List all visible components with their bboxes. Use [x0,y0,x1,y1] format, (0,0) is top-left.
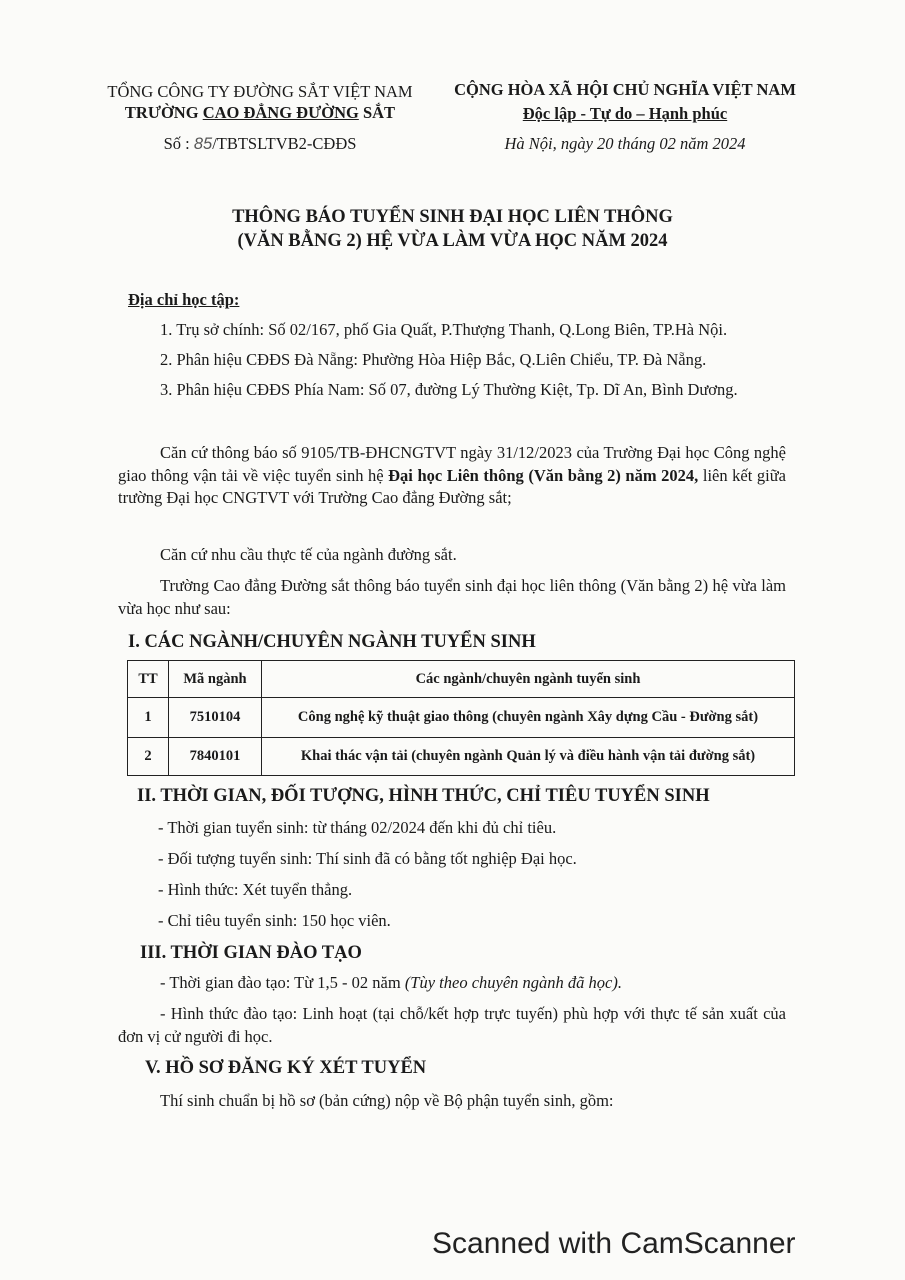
table-header-cell: Các ngành/chuyên ngành tuyển sinh [262,661,795,698]
address-item: 3. Phân hiệu CĐĐS Phía Nam: Số 07, đường Lý Thường Kiệt, Tp. Dĩ An, Bình Dương. [160,380,738,399]
section-3-item: - Hình thức đào tạo: Linh hoạt (tại chỗ/kết hợp trực tuyến) phù hợp với thực tế sản xuất của đơn vị cử người đi học. [118,1004,786,1046]
section-5-heading: V. HỒ SƠ ĐĂNG KÝ XÉT TUYỂN [145,1058,427,1078]
section-2-heading: II. THỜI GIAN, ĐỐI TƯỢNG, HÌNH THỨC, CHỈ TIÊU TUYỂN SINH [137,786,710,806]
section-2-item: - Chỉ tiêu tuyển sinh: 150 học viên. [158,911,391,930]
section-5-paragraph: Thí sinh chuẩn bị hồ sơ (bản cứng) nộp về Bộ phận tuyển sinh, gồm: [160,1091,614,1110]
table-cell-code: 7840101 [169,738,262,776]
training-duration: - Thời gian đào tạo: Từ 1,5 - 02 năm [160,973,405,992]
handwritten-number: 85 [193,135,213,153]
table-cell-major: Công nghệ kỹ thuật giao thông (chuyên ngành Xây dựng Cầu - Đường sắt) [262,698,795,738]
national-motto: Độc lập - Tự do – Hạnh phúc [522,104,728,123]
national-title: CỘNG HÒA XÃ HỘI CHỦ NGHĨA VIỆT NAM [454,80,796,99]
organization-name: TỔNG CÔNG TY ĐƯỜNG SẮT VIỆT NAM [107,82,413,101]
intro-paragraph: Trường Cao đẳng Đường sắt thông báo tuyển sinh đại học liên thông (Văn bằng 2) hệ vừa làm vừa học như sau: [118,576,786,618]
table-header-cell: Mã ngành [169,661,262,698]
section-2-item: - Đối tượng tuyển sinh: Thí sinh đã có bằng tốt nghiệp Đại học. [158,849,577,868]
document-date: Hà Nội, ngày 20 tháng 02 năm 2024 [504,134,746,153]
intro-paragraph: Căn cứ nhu cầu thực tế của ngành đường sắt. [160,545,457,564]
section-3-heading: III. THỜI GIAN ĐÀO TẠO [140,943,362,963]
address-item: 1. Trụ sở chính: Số 02/167, phố Gia Quất, P.Thượng Thanh, Q.Long Biên, TP.Hà Nội. [160,320,728,339]
section-2-item: - Thời gian tuyển sinh: từ tháng 02/2024 đến khi đủ chỉ tiêu. [158,818,557,837]
table-cell-tt: 1 [128,698,169,738]
number-prefix: Số : [163,134,194,153]
school-name-underlined: CAO ĐẲNG ĐƯỜNG [202,103,359,122]
table-cell-major: Khai thác vận tải (chuyên ngành Quản lý và điều hành vận tải đường sắt) [262,738,795,776]
intro-bold-text: Đại học Liên thông (Văn bằng 2) năm 2024, [388,465,699,485]
school-name-suffix: SẮT [358,103,396,122]
number-suffix: /TBTSLTVB2-CĐĐS [212,134,357,153]
table-row [128,738,795,776]
table-header-cell: TT [128,661,169,698]
school-name [95,103,425,123]
table-row [128,698,795,738]
section-1-heading: I. CÁC NGÀNH/CHUYÊN NGÀNH TUYỂN SINH [128,632,536,652]
table-cell-code: 7510104 [169,698,262,738]
intro-paragraph [118,442,786,510]
section-3-item [160,973,622,993]
training-duration-note: (Tùy theo chuyên ngành đã học). [404,973,623,992]
intro-text: liên kết giữa trường Đại học CNGTVT với Trường Cao đẳng Đường sắt; [118,465,786,507]
document-number [95,134,425,154]
school-name-prefix: TRƯỜNG [124,103,203,122]
table-cell-tt: 2 [128,738,169,776]
address-heading: Địa chỉ học tập: [128,290,240,309]
majors-table [127,660,795,776]
intro-text: Căn cứ thông báo số 9105/TB-ĐHCNGTVT ngày 31/12/2023 của Trường Đại học Công nghệ giao thông vận tải về việc tuyển sinh hệ [118,443,786,485]
notice-title-line2: (VĂN BẰNG 2) HỆ VỪA LÀM VỪA HỌC NĂM 2024 [237,231,668,251]
table-header-row [128,661,795,698]
notice-title-line1: THÔNG BÁO TUYỂN SINH ĐẠI HỌC LIÊN THÔNG [232,207,673,227]
address-item: 2. Phân hiệu CĐĐS Đà Nẵng: Phường Hòa Hiệp Bắc, Q.Liên Chiểu, TP. Đà Nẵng. [160,350,707,369]
section-2-item: - Hình thức: Xét tuyển thẳng. [158,880,353,899]
camscanner-watermark: Scanned with CamScanner [432,1227,796,1260]
